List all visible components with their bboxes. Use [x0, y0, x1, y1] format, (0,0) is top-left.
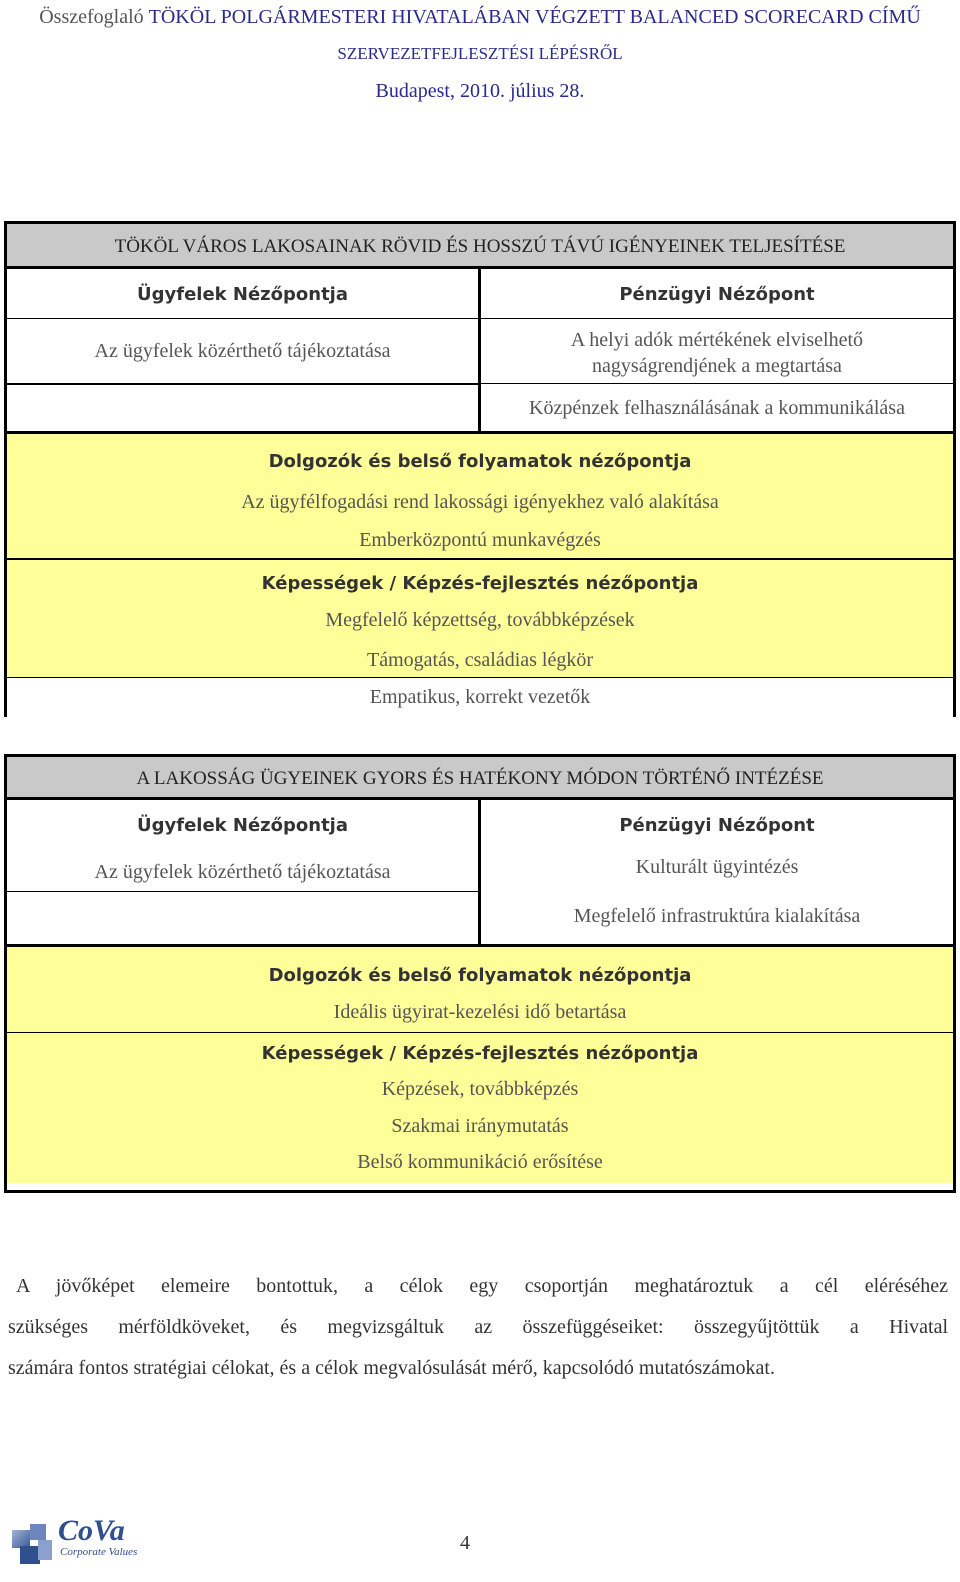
learning-item: Szakmai iránymutatás — [391, 1115, 569, 1137]
finance-perspective — [481, 269, 953, 431]
learning-perspective — [7, 604, 953, 717]
document-title: TÖKÖL POLGÁRMESTERI HIVATALÁBAN VÉGZETT BALANCED SCORECARD CÍMŰ — [148, 6, 921, 28]
document-title-line2: SZERVEZETFEJLESZTÉSI LÉPÉSRŐL — [337, 44, 623, 63]
process-perspective-head: Dolgozók és belső folyamatok nézőpontja — [7, 434, 953, 485]
customer-item: Az ügyfelek közérthető tájékoztatása — [7, 847, 478, 892]
scorecard-1 — [4, 221, 956, 717]
learning-perspective-head: Képességek / Képzés-fejlesztés nézőpontja — [7, 1033, 953, 1069]
learning-item: Empatikus, korrekt vezetők — [7, 678, 953, 717]
customer-perspective — [7, 269, 481, 431]
scorecard-title: TÖKÖL VÁROS LAKOSAINAK RÖVID ÉS HOSSZÚ TÁVÚ IGÉNYEINEK TELJESÍTÉSE — [7, 224, 953, 269]
finance-item: Megfelelő infrastruktúra kialakítása — [573, 905, 861, 927]
scorecard-2 — [4, 754, 956, 1193]
process-perspective — [7, 995, 953, 1033]
summary-label: Összefoglaló — [39, 6, 144, 28]
paragraph-line: szükséges mérföldköveket, és megvizsgáltuk az összefüggéseiket: összegyűjtöttük a Hivatal — [8, 1316, 948, 1338]
process-item: Ideális ügyirat-kezelési idő betartása — [7, 995, 953, 1033]
learning-perspective-head: Képességek / Képzés-fejlesztés nézőpontja — [7, 559, 953, 604]
perspectives-row — [7, 800, 953, 947]
process-perspective — [7, 485, 953, 559]
finance-item: Közpénzek felhasználásának a kommunikálása — [529, 397, 905, 419]
customer-perspective-head: Ügyfelek Nézőpontja — [137, 815, 348, 836]
scorecard-title: A LAKOSSÁG ÜGYEINEK GYORS ÉS HATÉKONY MÓDON TÖRTÉNŐ INTÉZÉSE — [7, 757, 953, 800]
learning-perspective — [7, 1069, 953, 1183]
finance-perspective-head: Pénzügyi Nézőpont — [619, 815, 815, 836]
logo-wordmark: CoVa — [58, 1514, 125, 1547]
learning-item: Támogatás, családias légkör — [7, 641, 953, 678]
cova-logo — [10, 1516, 150, 1566]
finance-item: Kulturált ügyintézés — [635, 856, 799, 878]
paragraph-line: A jövőképet elemeire bontottuk, a célok egy csoportján meghatároztuk a cél eléréséhez — [16, 1275, 948, 1297]
finance-item: A helyi adók mértékének elviselhető nagyságrendjének a megtartása — [481, 319, 953, 384]
customer-item-empty — [7, 892, 478, 938]
customer-item-empty — [7, 384, 478, 428]
customer-perspective-head: Ügyfelek Nézőpontja — [7, 269, 478, 319]
process-item: Az ügyfélfogadási rend lakossági igényekhez való alakítása — [241, 491, 719, 513]
process-perspective-head: Dolgozók és belső folyamatok nézőpontja — [7, 947, 953, 995]
body-paragraph — [8, 1266, 948, 1389]
learning-item: Képzések, továbbképzés — [381, 1078, 579, 1100]
finance-perspective — [481, 800, 953, 944]
finance-perspective-head: Pénzügyi Nézőpont — [481, 269, 953, 319]
document-date: Budapest, 2010. július 28. — [375, 80, 585, 102]
document-title-line1 — [0, 6, 960, 29]
page-number: 4 — [460, 1532, 470, 1554]
customer-perspective — [7, 800, 481, 944]
process-item: Emberközpontú munkavégzés — [7, 522, 953, 559]
paragraph-line: számára fontos stratégiai célokat, és a célok megvalósulását mérő, kapcsolódó mutatószámokat. — [8, 1357, 775, 1379]
logo-tagline: Corporate Values — [60, 1546, 138, 1558]
perspectives-row — [7, 269, 953, 434]
customer-item: Az ügyfelek közérthető tájékoztatása — [7, 319, 478, 384]
learning-item: Megfelelő képzettség, továbbképzések — [325, 609, 635, 631]
learning-item: Belső kommunikáció erősítése — [357, 1151, 603, 1173]
